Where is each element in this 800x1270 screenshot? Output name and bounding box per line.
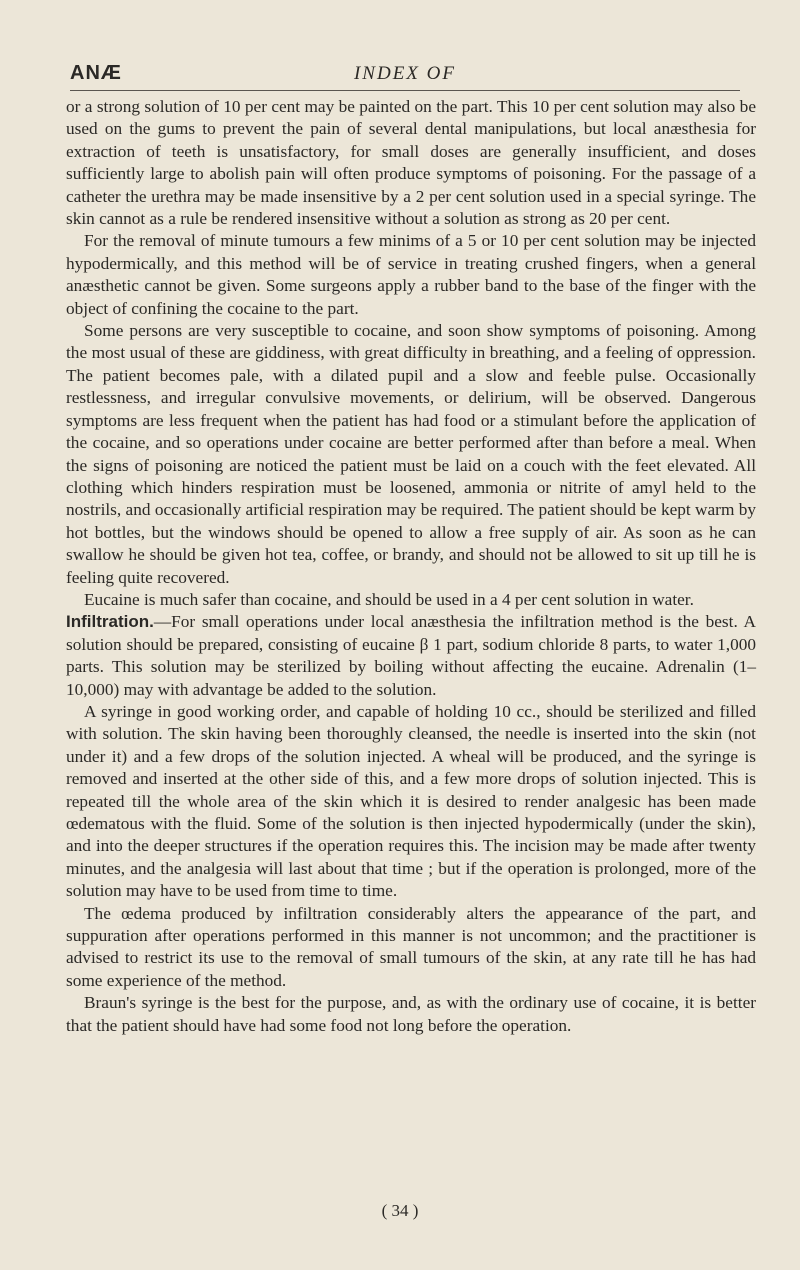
infiltration-text: —For small operations under local anæsthesia the infiltration method is the best. A solution should be prepared, consisting of eucaine β 1 part, sodium chloride 8 parts, to water 1,000 parts. This solution may be sterilized by boiling without affecting the eucaine. Adrenalin (1–10,000) may with advantage be added to the solution. <box>66 612 756 699</box>
page-number: ( 34 ) <box>381 1201 419 1220</box>
paragraph: A syringe in good working order, and capable of holding 10 cc., should be sterilized and filled with solution. The skin having been thoroughly cleansed, the needle is inserted into the skin (not under it) and a few drops of the solution injected. A wheal will be produced, and the syringe is removed and inserted at the other side of this, and a few more drops of solution injected. This is repeated till the whole area of the skin which it is desired to render analgesic has been made œdematous with the fluid. Some of the solution is then injected hypodermically (under the skin), and into the deeper structures if the operation requires this. The incision may be made after twenty minutes, and the analgesia will last about that time ; but if the operation is prolonged, more of the solution may have to be used from time to time. <box>66 701 756 901</box>
running-header <box>70 62 740 90</box>
paragraph: Eucaine is much safer than cocaine, and should be used in a 4 per cent solution in water. <box>84 589 694 609</box>
body-text <box>66 96 756 1037</box>
infiltration-heading: Infiltration. <box>66 612 154 632</box>
header-rule <box>70 90 740 91</box>
paragraph: Some persons are very susceptible to cocaine, and soon show symptoms of poisoning. Among the most usual of these are giddiness, with great difficulty in breathing, and a feeling of oppression. The patient becomes pale, with a dilated pupil and a slow and feeble pulse. Occasionally restlessness, and irregular convulsive movements, or delirium, will be observed. Dangerous symptoms are less frequent when the patient has had food or a stimulant before the application of the cocaine, and so operations under cocaine are better performed after than before a meal. When the signs of poisoning are noticed the patient must be laid on a couch with the feet elevated. All clothing which hinders respiration must be loosened, ammonia or nitrite of amyl held to the nostrils, and occasionally artificial respiration may be required. The patient should be kept warm by hot bottles, but the windows should be opened to allow a free supply of air. As soon as he can swallow he should be given hot tea, coffee, or brandy, and should not be allowed to sit up till he is feeling quite recovered. <box>66 321 756 587</box>
running-title: INDEX OF <box>353 63 456 84</box>
infiltration-paragraph <box>66 611 756 701</box>
section-heading: ANÆ <box>70 62 122 84</box>
paragraph: The œdema produced by infiltration considerably alters the appearance of the part, and suppuration after operations performed in this manner is not uncommon; and the practitioner is advised to restrict its use to the removal of small tumours of the skin, at any rate till he has had some experience of the method. <box>66 903 756 990</box>
paragraph: or a strong solution of 10 per cent may be painted on the part. This 10 per cent solution may also be used on the gums to prevent the pain of several dental manipulations, but local anæsthesia for extraction of teeth is unsatisfactory, for small doses are generally insufficient, and doses sufficiently large to abolish pain will often produce symptoms of poisoning. For the passage of a catheter the urethra may be made insensitive by a 2 per cent solution used in a special syringe. The skin cannot as a rule be rendered insensitive without a solution as strong as 20 per cent. <box>66 97 756 229</box>
paragraph: Braun's syringe is the best for the purpose, and, as with the ordinary use of cocaine, it is better that the patient should have had some food not long before the operation. <box>66 993 756 1035</box>
paragraph: For the removal of minute tumours a few minims of a 5 or 10 per cent solution may be injected hypodermically, and this method will be of service in treating crushed fingers, when a general anæsthetic cannot be given. Some surgeons apply a rubber band to the base of the finger with the object of confining the cocaine to the part. <box>66 231 756 318</box>
